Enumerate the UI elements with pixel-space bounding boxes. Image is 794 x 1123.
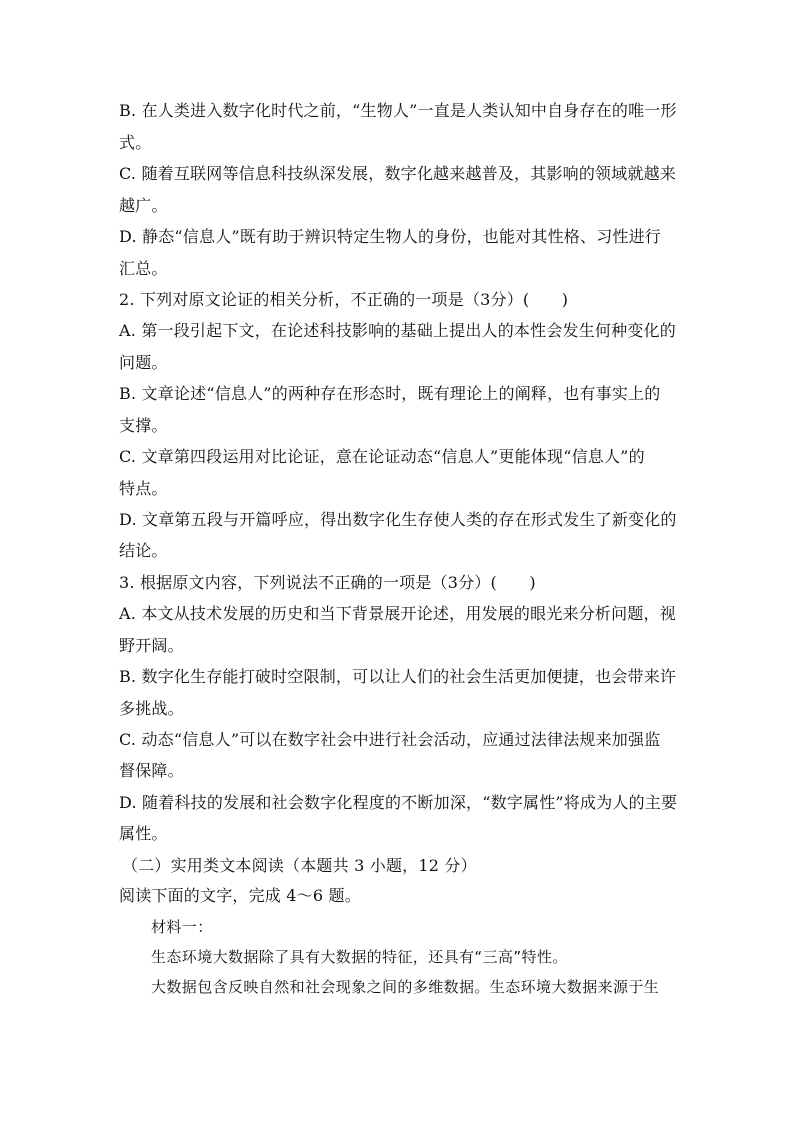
q2-option-b-line1: B. 文章论述“信息人”的两种存在形态时，既有理论上的阐释，也有事实上的 [119, 384, 661, 403]
q1-option-b-line1: B. 在人类进入数字化时代之前，“生物人”一直是人类认知中自身存在的唯一形 [119, 101, 677, 120]
q3-option-c-line1: C. 动态“信息人”可以在数字社会中进行社会活动，应通过法律法规来加强监 [119, 730, 661, 749]
q2-option-b-line2: 支撑。 [119, 416, 168, 435]
q3-option-b-line2: 多挑战。 [119, 699, 184, 718]
section-instruction: 阅读下面的文字，完成 4～6 题。 [119, 886, 361, 905]
q2-option-a-line2: 问题。 [119, 353, 168, 372]
q2-option-c-line2: 特点。 [119, 479, 168, 498]
q2-option-d-line2: 结论。 [119, 541, 168, 560]
q1-option-c-line2: 越广。 [119, 196, 168, 215]
q1-option-b-line2: 式。 [119, 133, 152, 152]
q3-option-a-line2: 野开阔。 [119, 636, 184, 655]
q3-option-c-line2: 督保障。 [119, 761, 184, 780]
q3-option-b-line1: B. 数字化生存能打破时空限制，可以让人们的社会生活更加便捷，也会带来许 [119, 667, 677, 686]
q3-option-d-line1: D. 随着科技的发展和社会数字化程度的不断加深，“数字属性”将成为人的主要 [119, 793, 678, 812]
q3-option-d-line2: 属性。 [119, 824, 168, 843]
q2-option-a-line1: A. 第一段引起下文，在论述科技影响的基础上提出人的本性会发生何种变化的 [119, 321, 676, 340]
material-paragraph-2: 大数据包含反映自然和社会现象之间的多维数据。生态环境大数据来源于生 [151, 978, 660, 996]
q1-option-c-line1: C. 随着互联网等信息科技纵深发展，数字化越来越普及，其影响的领域就越来 [119, 164, 677, 183]
q1-option-d-line1: D. 静态“信息人”既有助于辨识特定生物人的身份，也能对其性格、习性进行 [119, 227, 661, 246]
q1-option-d-line2: 汇总。 [119, 259, 168, 278]
material-paragraph-1: 生态环境大数据除了具有大数据的特征，还具有“三高”特性。 [151, 948, 568, 966]
section-heading: （二）实用类文本阅读（本题共 3 小题，12 分） [122, 856, 477, 875]
q2-option-c-line1: C. 文章第四段运用对比论证，意在论证动态“信息人”更能体现“信息人”的 [119, 447, 645, 466]
material-title: 材料一： [151, 918, 213, 936]
q3-option-a-line1: A. 本文从技术发展的历史和当下背景展开论述，用发展的眼光来分析问题，视 [119, 604, 676, 623]
q3-stem: 3. 根据原文内容，下列说法不正确的一项是（3分）( ) [119, 573, 536, 592]
q2-stem: 2. 下列对原文论证的相关分析，不正确的一项是（3分）( ) [119, 290, 569, 309]
q2-option-d-line1: D. 文章第五段与开篇呼应，得出数字化生存使人类的存在形式发生了新变化的 [119, 510, 677, 529]
